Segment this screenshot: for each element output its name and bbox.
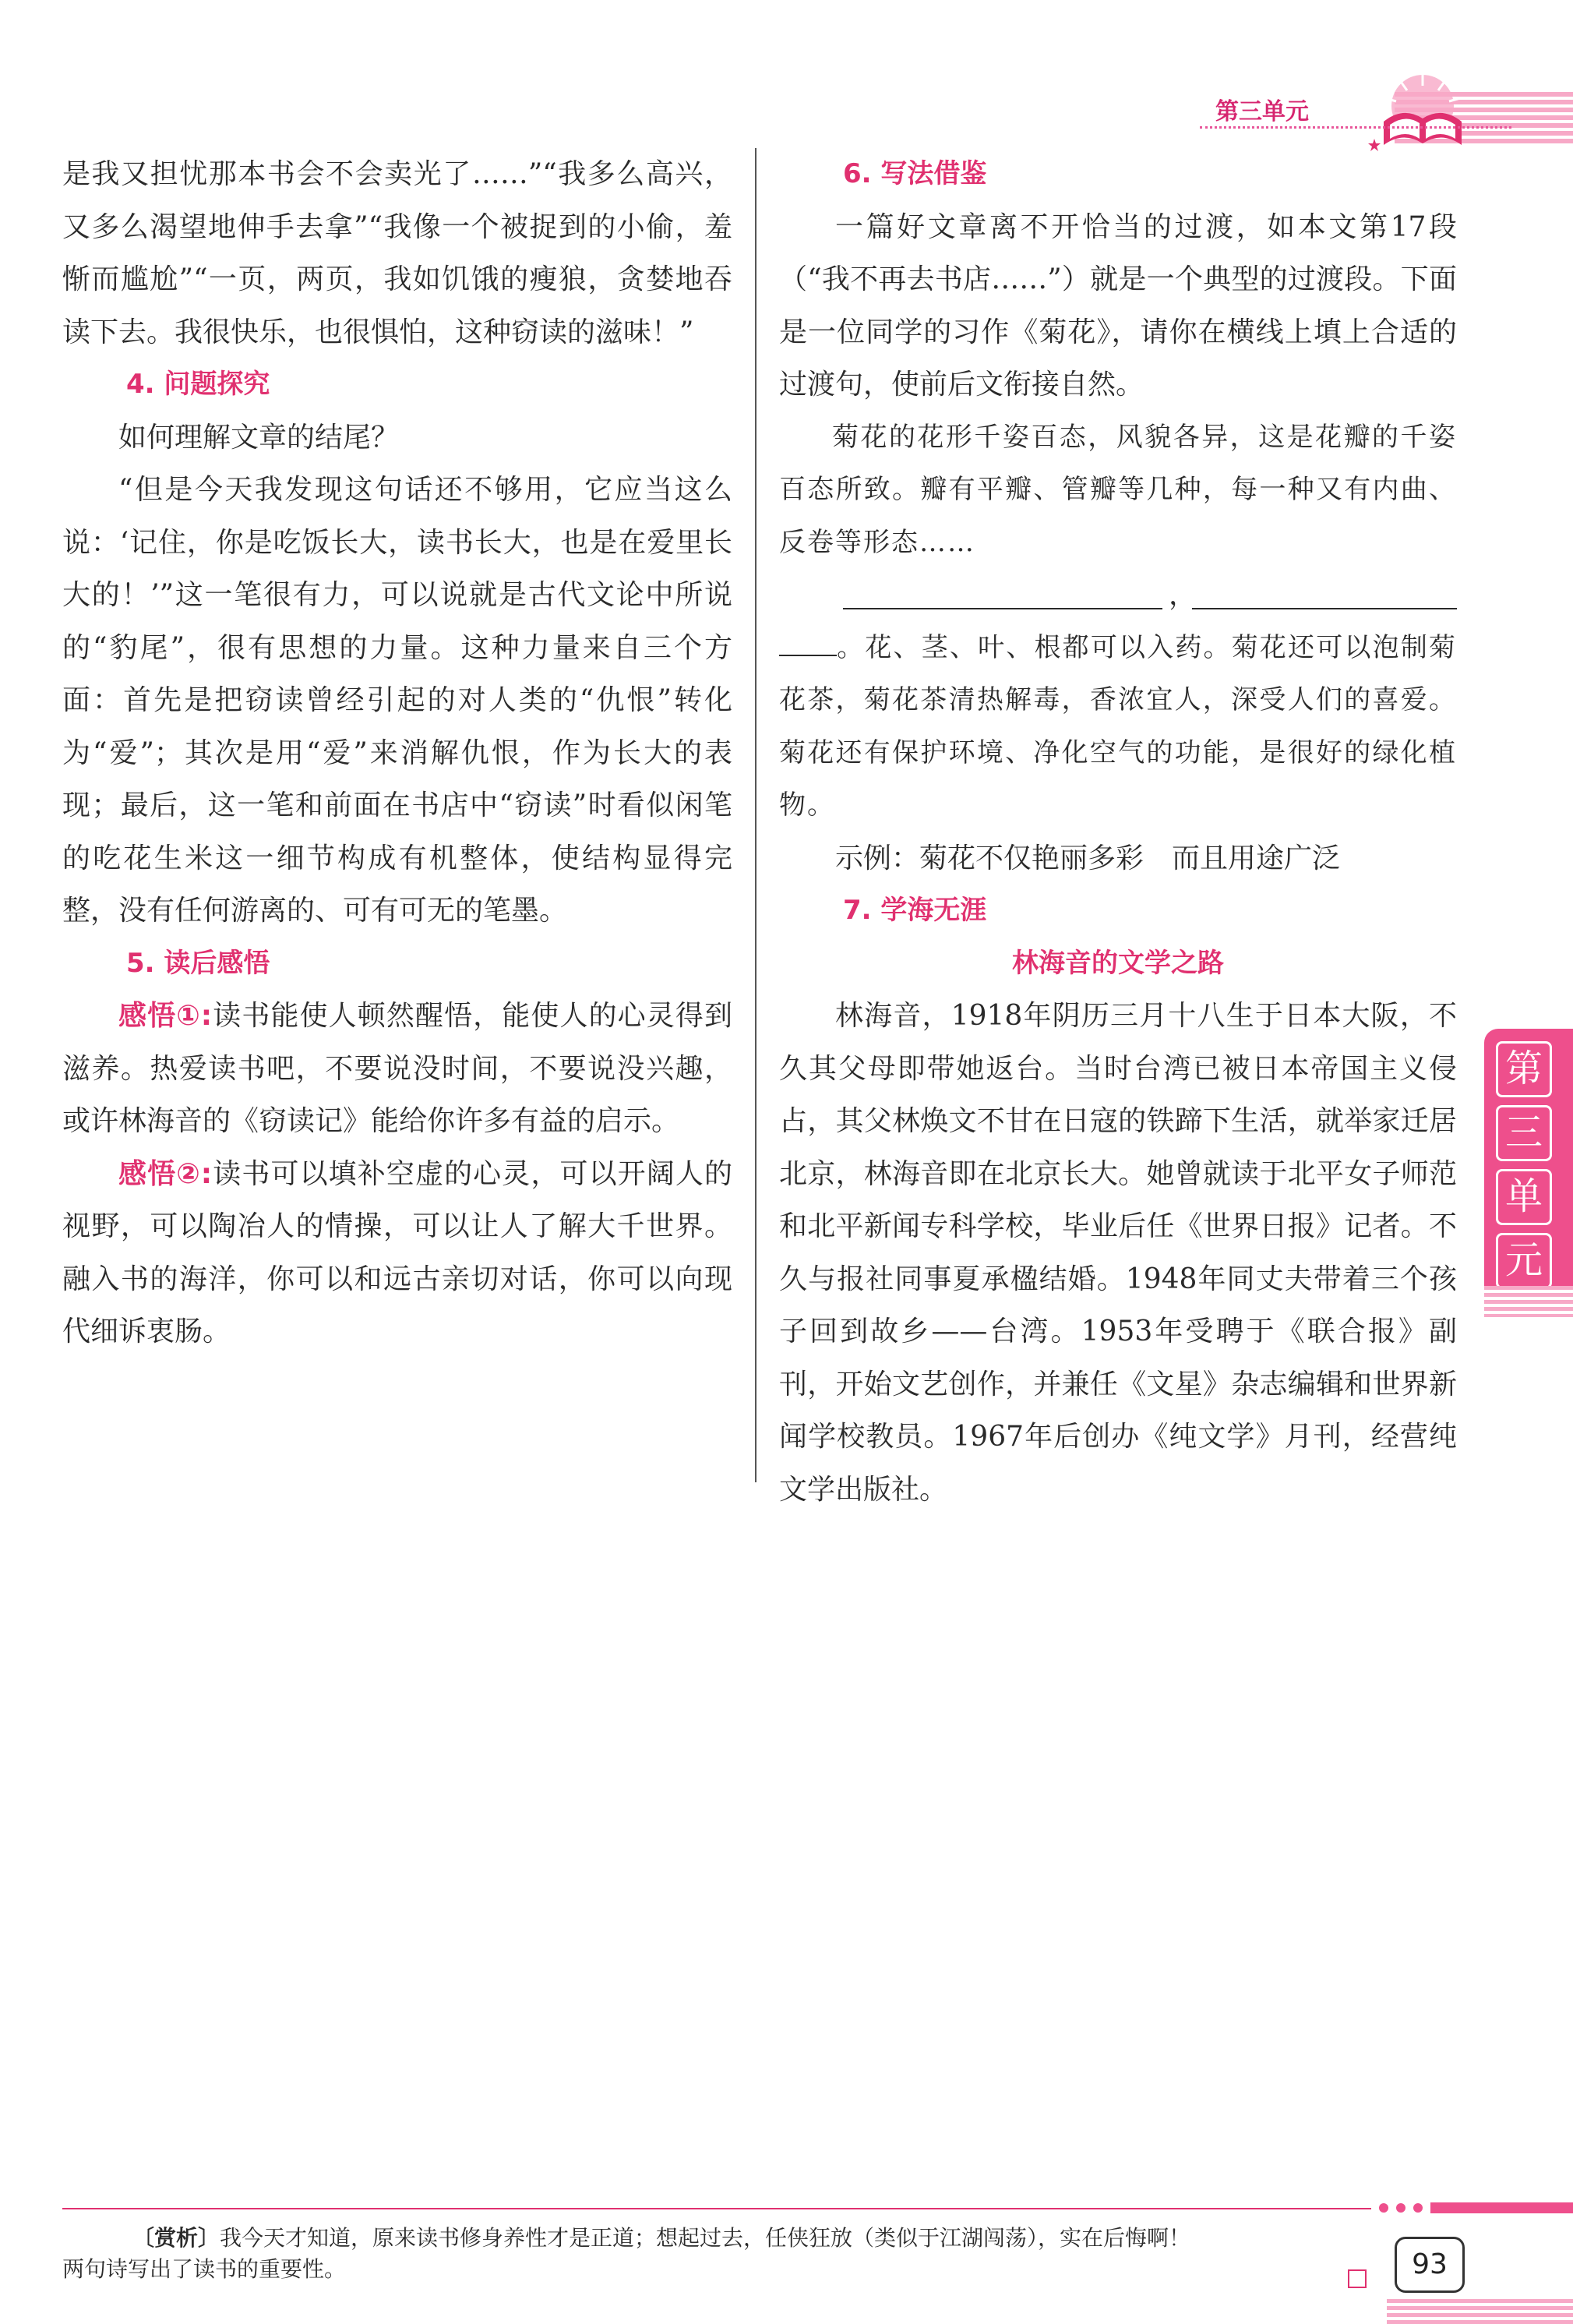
section-heading-7: 7. 学海无涯 [843, 895, 987, 926]
side-tab-char: 第 [1496, 1041, 1552, 1097]
essay-paragraph-2 [779, 622, 1457, 832]
essay-paragraph-2-text: 。花、茎、叶、根都可以入药。菊花还可以泡制菊花茶，菊花茶清热解毒，香浓宜人，深受人们的喜爱。菊花还有保护环境、净化空气的功能，是很好的绿化植物。 [779, 631, 1457, 821]
footer-rule [62, 2208, 1371, 2209]
fill-blank-line [779, 569, 1457, 622]
insight-1-text: 读书能使人顿然醒悟，能使人的心灵得到滋养。热爱读书吧，不要说没时间，不要说没兴趣，或许林海音的《窃读记》能给你许多有益的启示。 [62, 1000, 732, 1137]
blank-separator: ， [1169, 579, 1197, 611]
side-tab-char: 单 [1496, 1169, 1552, 1225]
side-tab-stripe [1484, 1286, 1573, 1317]
answer-4: “但是今天我发现这句话还不够用，它应当这么说：‘记住，你是吃饭长大，读书长大，也是在爱里长大的！’”这一笔很有力，可以说就是古代文论中所说的“豹尾”，很有思想的力量。这种力量来自三个方面：首先是把窃读曾经引起的对人类的“仇恨”转化为“爱”；其次是用“爱”来消解仇恨，作为长大的表现；最后，这一笔和前面在书店中“窃读”时看似闲笔的吃花生米这一细节构成有机整体，使结构显得完整，没有任何游离的、可有可无的笔墨。 [62, 474, 732, 927]
unit-side-tab [1484, 1029, 1573, 1303]
checkbox-icon [1348, 2269, 1367, 2288]
question-4: 如何理解文章的结尾？ [118, 421, 400, 454]
answer-blank-2[interactable] [1192, 577, 1457, 609]
footnote [62, 2223, 1340, 2285]
insight-1-label: 感悟①: [118, 1000, 213, 1032]
side-tab-char: 元 [1496, 1233, 1552, 1289]
biography-paragraph: 林海音，1918年阴历三月十八生于日本大阪，不久其父母即带她返台。当时台湾已被日本帝国主义侵占，其父林焕文不甘在日寇的铁蹄下生活，就举家迁居北京，林海音即在北京长大。她曾就读于北平女子师范和北平新闻专科学校，毕业后任《世界日报》记者。不久与报社同事夏承楹结婚。1948年同丈夫带着三个孩子回到故乡——台湾。1953年受聘于《联合报》副刊，开始文艺创作，并兼任《文星》杂志编辑和世界新闻学校教员。1967年后创办《纯文学》月刊，经营纯文学出版社。 [779, 1000, 1457, 1506]
answer-blank-3[interactable] [779, 623, 837, 656]
writing-instruction: 一篇好文章离不开恰当的过渡，如本文第17段（“我不再去书店……”）就是一个典型的过渡段。下面是一位同学的习作《菊花》，请你在横线上填上合适的过渡句，使前后文衔接自然。 [779, 210, 1457, 401]
footnote-line-2: 两句诗写出了读书的重要性。 [62, 2256, 347, 2282]
section-heading-4: 4. 问题探究 [126, 369, 270, 400]
section-heading-5: 5. 读后感悟 [126, 947, 270, 979]
column-divider [755, 148, 757, 1482]
insight-2 [62, 1148, 732, 1358]
right-column [779, 148, 1457, 1516]
footer-dots [1379, 2199, 1573, 2216]
footnote-tag: 〔赏析〕 [132, 2225, 220, 2251]
page-stripe [1387, 2299, 1573, 2324]
essay-paragraph-1: 菊花的花形千姿百态，风貌各异，这是花瓣的千姿百态所致。瓣有平瓣、管瓣等几种，每一种又有内曲、反卷等形态…… [779, 421, 1457, 558]
insight-1 [62, 990, 732, 1148]
header-dotted-line [1200, 126, 1511, 129]
left-column [62, 148, 732, 1358]
quote-paragraph: 是我又担忧那本书会不会卖光了……”“我多么高兴，又多么渴望地伸手去拿”“我像一个被捉到的小偷，羞惭而尴尬”“一页，两页，我如饥饿的瘦狼，贪婪地吞读下去。我很快乐，也很惧怕，这种窃读的滋味！” [62, 158, 732, 348]
book-logo-icon [1368, 67, 1477, 157]
page-number: 93 [1395, 2237, 1465, 2293]
example-answer: 示例：菊花不仅艳丽多彩 而且用途广泛 [835, 842, 1341, 874]
side-tab-char: 三 [1496, 1105, 1552, 1161]
insight-2-text: 读书可以填补空虚的心灵，可以开阔人的视野，可以陶冶人的情操，可以让人了解大千世界。融入书的海洋，你可以和远古亲切对话，你可以向现代细诉衷肠。 [62, 1157, 732, 1347]
unit-label: 第三单元 [1215, 98, 1309, 125]
footnote-line-1: 我今天才知道，原来读书修身养性才是正道；想起过去，任侠狂放（类似于江湖闯荡），实在后悔啊！ [220, 2225, 1191, 2251]
section-heading-6: 6. 写法借鉴 [843, 158, 987, 189]
article-title: 林海音的文学之路 [1012, 947, 1224, 979]
answer-blank-1[interactable] [843, 577, 1162, 609]
insight-2-label: 感悟②: [118, 1157, 213, 1190]
